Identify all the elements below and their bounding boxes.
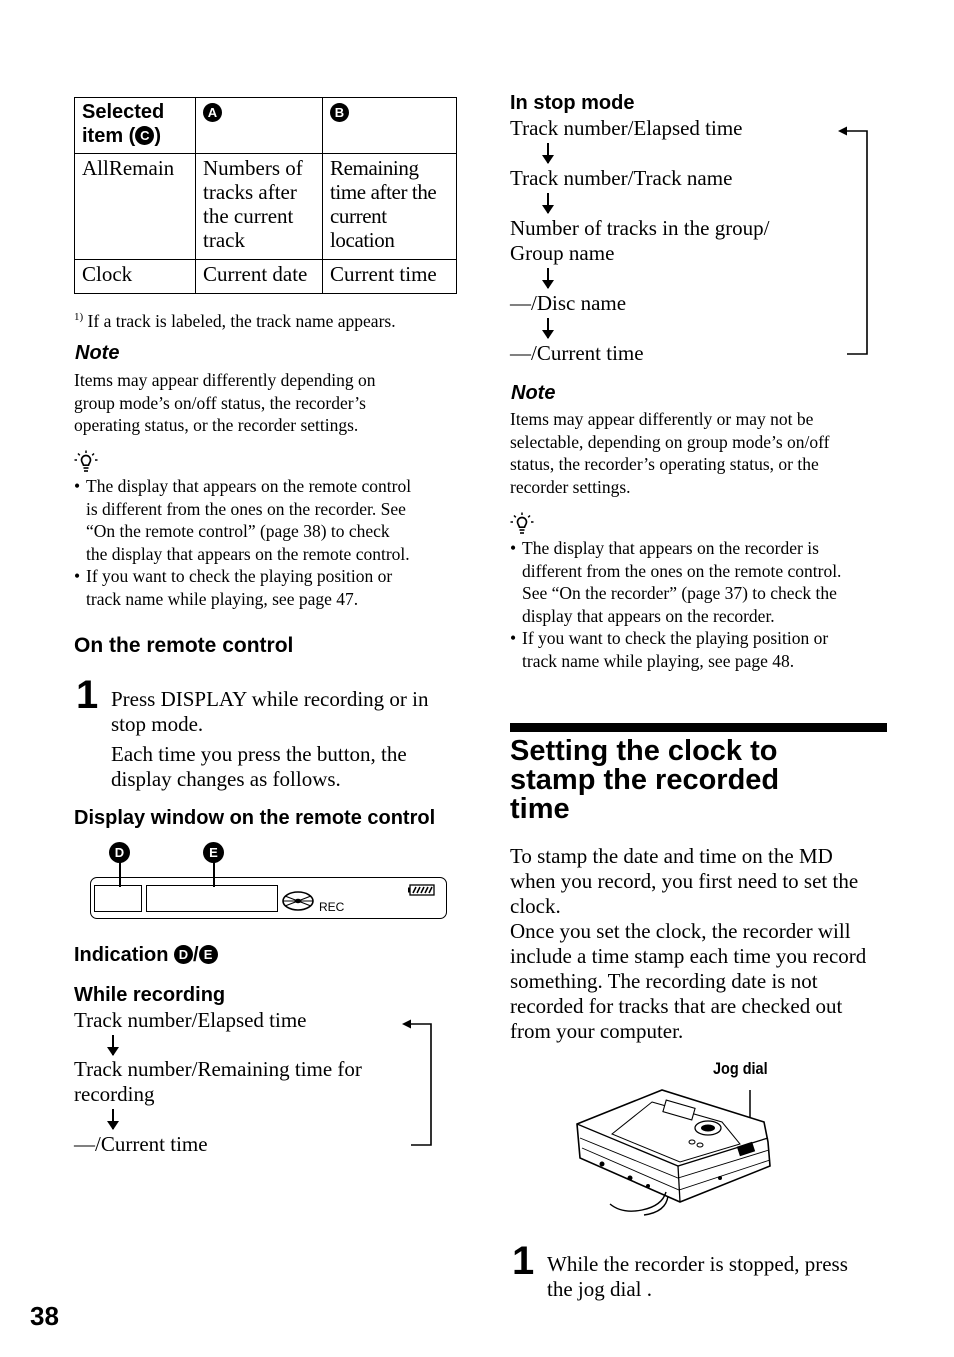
remote-control-heading: On the remote control xyxy=(74,634,294,657)
stop-mode-heading: In stop mode xyxy=(510,92,635,114)
loop-back-arrow-icon xyxy=(836,124,872,359)
table-row xyxy=(75,260,457,294)
marker-c-icon: C xyxy=(135,126,154,145)
lightbulb-icon xyxy=(74,450,98,476)
note-text: Items may appear differently or may not be selectable, depending on group mode’s on/off status, the recorder’s operating status, or the recorder settings. xyxy=(510,409,830,497)
arrow-down-icon xyxy=(547,193,549,213)
step-number: 1 xyxy=(512,1239,535,1283)
lcd-segment-d xyxy=(94,885,142,912)
table-header-b xyxy=(323,98,457,154)
list-item: Track number/Remaining time for recording xyxy=(74,1057,362,1106)
section-title: Setting the clock to stamp the recorded time xyxy=(510,735,780,825)
marker-a-icon: A xyxy=(203,103,222,122)
arrow-down-icon xyxy=(547,268,549,288)
table-cell: Clock xyxy=(75,260,196,294)
list-item: • The display that appears on the remote control is different from the ones on the recorder. See “On the remote control” (page 38) to check the display that appears on the remote control. xyxy=(74,475,459,565)
clock-intro-paragraph: To stamp the date and time on the MD when you record, you first need to set the clock. Once you set the clock, the recorder will include a time stamp each time you record something. The recording date is not recorded for tracks that are checked out from your computer. xyxy=(510,844,867,1043)
step-detail: Each time you press the button, the display changes as follows. xyxy=(111,742,407,791)
arrow-down-icon xyxy=(112,1035,114,1055)
table-row xyxy=(75,154,457,260)
footnote: $^{1)}$ If a track is labeled, the track name appears. xyxy=(74,310,396,331)
list-item: —/Current time xyxy=(74,1132,208,1156)
note-heading: Note xyxy=(511,382,556,404)
rec-indicator: REC xyxy=(319,900,345,914)
page-number: 38 xyxy=(30,1301,59,1331)
table-cell: Current time xyxy=(323,260,457,294)
table-header-selected-item: Selected item ( C ) xyxy=(75,98,196,154)
indication-heading: Indication D / E xyxy=(74,944,218,967)
list-item: Number of tracks in the group/ Group name xyxy=(510,216,770,265)
list-item: • If you want to check the playing position or track name while playing, see page 48. xyxy=(510,627,890,672)
list-item: Track number/Track name xyxy=(510,166,733,190)
list-item: —/Current time xyxy=(510,341,644,365)
tips-list xyxy=(510,537,890,672)
lcd-segment-e xyxy=(146,885,278,912)
table-cell: Numbers of tracks after the current track xyxy=(196,154,323,260)
step-text: Press DISPLAY while recording or in stop mode. xyxy=(111,687,429,736)
list-item: Track number/Elapsed time xyxy=(74,1008,307,1032)
disc-icon xyxy=(281,890,315,912)
list-item: —/Disc name xyxy=(510,291,627,315)
marker-d-icon: D xyxy=(109,842,130,863)
display-window-heading: Display window on the remote control xyxy=(74,807,436,829)
section-rule xyxy=(510,723,887,732)
remote-display-diagram xyxy=(90,840,450,922)
tips-list xyxy=(74,475,459,610)
selected-item-table xyxy=(74,97,457,294)
list-item: • If you want to check the playing position or track name while playing, see page 47. xyxy=(74,565,459,610)
table-cell: Current date xyxy=(196,260,323,294)
md-recorder-illustration xyxy=(572,1082,777,1217)
note-text: Items may appear differently depending on group mode’s on/off status, the recorder’s operating status, or the recorder settings. xyxy=(74,370,376,435)
step-text: While the recorder is stopped, press the jog dial . xyxy=(547,1252,848,1301)
list-item: Track number/Elapsed time xyxy=(510,116,743,140)
step-number: 1 xyxy=(76,673,99,717)
marker-b-icon: B xyxy=(330,103,349,122)
arrow-down-icon xyxy=(547,318,549,338)
battery-icon xyxy=(408,884,436,896)
marker-e-icon: E xyxy=(199,945,218,964)
table-cell: Remaining time after the current location xyxy=(323,154,457,260)
while-recording-heading: While recording xyxy=(74,984,226,1006)
marker-e-icon: E xyxy=(203,842,224,863)
lightbulb-icon xyxy=(510,512,534,538)
marker-d-icon: D xyxy=(174,945,193,964)
loop-back-arrow-icon xyxy=(400,1016,436,1150)
arrow-down-icon xyxy=(547,143,549,163)
note-heading: Note xyxy=(75,342,120,364)
list-item: • The display that appears on the recorder is different from the ones on the remote control. See “On the recorder” (page 37) to check the display that appears on the recorder. xyxy=(510,537,890,627)
table-header-a xyxy=(196,98,323,154)
arrow-down-icon xyxy=(112,1109,114,1129)
table-cell: AllRemain xyxy=(75,154,196,260)
jog-dial-label: Jog dial xyxy=(713,1059,768,1078)
